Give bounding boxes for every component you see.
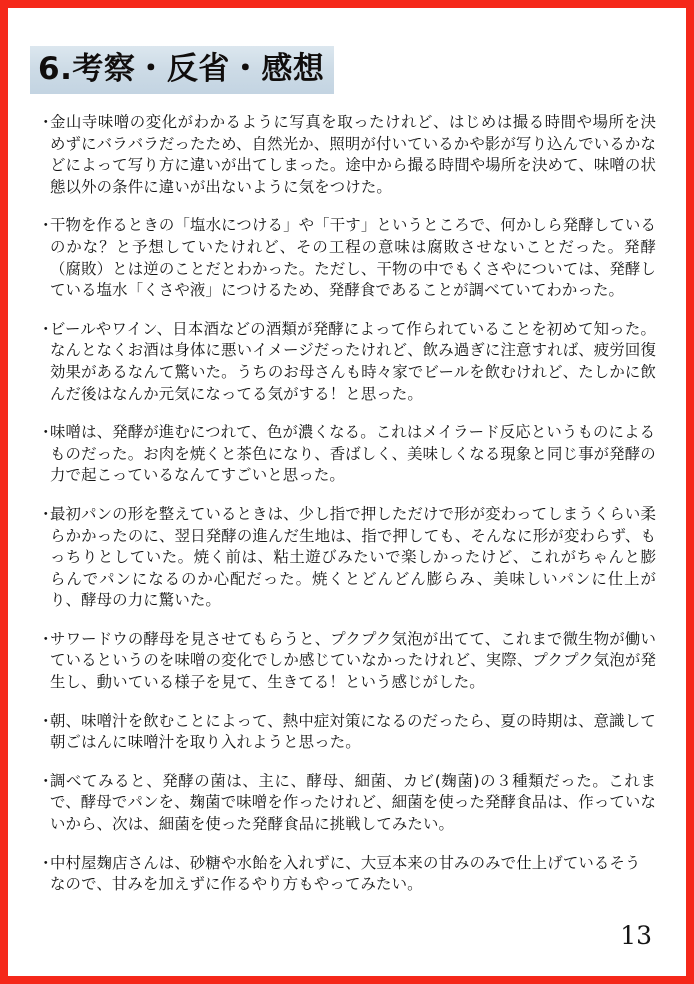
page-content — [8, 8, 686, 976]
page-border-left — [0, 0, 8, 984]
bullet-marker-icon: ・ — [38, 853, 54, 872]
list-item — [38, 319, 656, 405]
bullet-marker-icon: ・ — [38, 216, 54, 235]
page-border-bottom — [0, 976, 694, 984]
list-item — [38, 422, 656, 487]
list-item — [38, 504, 656, 612]
list-item — [38, 215, 656, 301]
section-heading: 6.考察・反省・感想 — [30, 46, 334, 94]
section-heading-container — [30, 46, 334, 94]
list-item-text: 味噌は、発酵が進むにつれて、色が濃くなる。これはメイラード反応というものによるものだった。お肉を焼くと茶色になり、香ばしく、美味しくなる現象と同じ事が発酵の力で起こっているなんてすごいと思った。 — [50, 423, 656, 485]
list-item-text: 調べてみると、発酵の菌は、主に、酵母、細菌、カビ(麹菌)の３種類だった。これまで、酵母でパンを、麹菌で味噌を作ったけれど、細菌を使った発酵食品は、作っていないから、次は、細菌を使った発酵食品に挑戦してみたい。 — [50, 771, 656, 834]
bullet-marker-icon: ・ — [38, 423, 54, 442]
list-item — [38, 853, 656, 896]
bullet-marker-icon: ・ — [38, 504, 54, 523]
reflection-bullet-list — [38, 112, 656, 896]
list-item-text: 最初パンの形を整えているときは、少し指で押しただけで形が変わってしまうくらい柔らかかったのに、翌日発酵の進んだ生地は、指で押しても、そんなに形が変わらず、もっちりとしていた。焼く前は、粘土遊びみたいで楽しかったけど、これがちゃんと膨らんでパンになるのか心配だった。焼くとどんどん膨らみ、美味しいパンに仕上がり、酵母の力に驚いた。 — [50, 504, 656, 610]
list-item — [38, 629, 656, 694]
list-item — [38, 771, 656, 836]
list-item-text: 中村屋麹店さんは、砂糖や水飴を入れずに、大豆本来の甘みのみで仕上げているそうなので、甘みを加えずに作るやり方もやってみたい。 — [50, 853, 641, 894]
list-item-text: 干物を作るときの「塩水につける」や「干す」というところで、何かしら発酵しているのかな？と予想していたけれど、その工程の意味は腐敗させないことだった。発酵（腐敗）とは逆のことだとわかった。ただし、干物の中でもくさやについては、発酵している塩水「くさや液」につけるため、発酵食であることが調べていてわかった。 — [50, 216, 656, 300]
list-item — [38, 711, 656, 754]
list-item-text: 金山寺味噌の変化がわかるように写真を取ったけれど、はじめは撮る時間や場所を決めずにバラバラだったため、自然光か、照明が付いているかや影が写り込んでいるかなどによって写り方に違いが出てしまった。途中から撮る時間や場所を決めて、味噌の状態以外の条件に違いが出ないように気をつけた。 — [50, 113, 656, 196]
list-item-text: サワードウの酵母を見させてもらうと、プクプク気泡が出てて、これまで微生物が働いているというのを味噌の変化でしか感じていなかったけれど、実際、プクプク気泡が発生し、動いている様子を見て、生きてる！という感じがした。 — [50, 629, 656, 692]
bullet-marker-icon: ・ — [38, 629, 54, 648]
list-item-text: ビールやワイン、日本酒などの酒類が発酵によって作られていることを初めて知った。なんとなくお酒は身体に悪いイメージだったけれど、飲み過ぎに注意すれば、疲労回復効果があるなんて驚いた。うちのお母さんも時々家でビールを飲むけれど、たしかに飲んだ後はなんか元気になってる気がする！と思った。 — [50, 319, 656, 403]
bullet-marker-icon: ・ — [38, 113, 54, 131]
bullet-marker-icon: ・ — [38, 319, 54, 338]
bullet-marker-icon: ・ — [38, 771, 54, 790]
page-border-top — [0, 0, 694, 8]
list-item — [38, 112, 656, 198]
list-item-text: 朝、味噌汁を飲むことによって、熱中症対策になるのだったら、夏の時期は、意識して朝ごはんに味噌汁を取り入れようと思った。 — [50, 711, 656, 752]
page-border-right — [686, 0, 694, 984]
page-number: 13 — [620, 921, 652, 950]
bullet-marker-icon: ・ — [38, 711, 54, 730]
